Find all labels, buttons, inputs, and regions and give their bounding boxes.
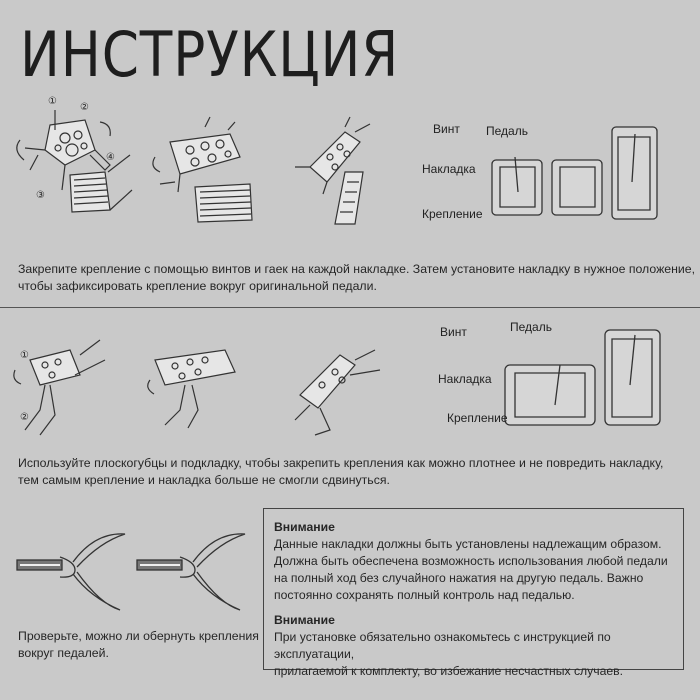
warning-box: Внимание Данные накладки должны быть установлены надлежащим образом. Должна быть обеспечена возможность использования любой педали на полный ход без случайного нажатия на другую педаль. Важно постоянно сохранять полный контроль над педалью. Внимание При установке обязательно ознакомьтесь с инструкцией по эксплуатации, прилагаемой к комплекту, во избежание несчастных случаев. (263, 508, 684, 670)
step2-number-2: ② (20, 412, 29, 423)
step2-illustration-a (10, 330, 120, 440)
section1-instructions: Закрепите крепление с помощью винтов и гаек на каждой накладке. Затем установите накладку в нужное положение, чтобы зафиксировать крепление вокруг оригинальной педали. (18, 262, 696, 293)
step-number-1: ① (48, 96, 57, 107)
warning-heading-1: Внимание (274, 520, 335, 534)
step1-illustration-a (10, 96, 140, 230)
section3-check-text: Проверьте, можно ли обернуть крепления вокруг педалей. (18, 629, 259, 660)
label-pad: Накладка (422, 162, 476, 176)
step2-number-1: ① (20, 350, 29, 361)
step-number-3: ③ (36, 190, 45, 201)
step1-pedal-parts (422, 122, 690, 222)
label-pedal: Педаль (486, 124, 528, 138)
warning-heading-2: Внимание (274, 613, 335, 627)
page-title: ИНСТРУКЦИЯ (20, 18, 400, 91)
step2-pedal-parts (438, 320, 690, 430)
section2-instructions: Используйте плоскогубцы и подкладку, чтобы закрепить крепления как можно плотнее и не повредить накладку, тем самым крепление и накладка больше не смогли сдвинуться. (18, 456, 664, 487)
pliers-check-a (15, 522, 130, 617)
warning-text-1: Данные накладки должны быть установлены надлежащим образом. (274, 537, 662, 551)
label2-pad: Накладка (438, 372, 492, 386)
step-number-4: ④ (106, 152, 115, 163)
label-screw: Винт (433, 122, 460, 136)
label2-mount: Крепление (447, 411, 508, 425)
step1-illustration-c (285, 112, 385, 232)
label2-pedal: Педаль (510, 320, 552, 334)
step-number-2: ② (80, 102, 89, 113)
warning-text-2: При установке обязательно ознакомьтесь с инструкцией по эксплуатации, (274, 630, 611, 661)
step2-illustration-c (280, 330, 390, 440)
step1-illustration-b (150, 112, 260, 230)
label-mount: Крепление (422, 207, 483, 221)
section-divider (0, 307, 700, 308)
pliers-check-b (135, 522, 250, 617)
step2-illustration-b (140, 330, 250, 430)
label2-screw: Винт (440, 325, 467, 339)
